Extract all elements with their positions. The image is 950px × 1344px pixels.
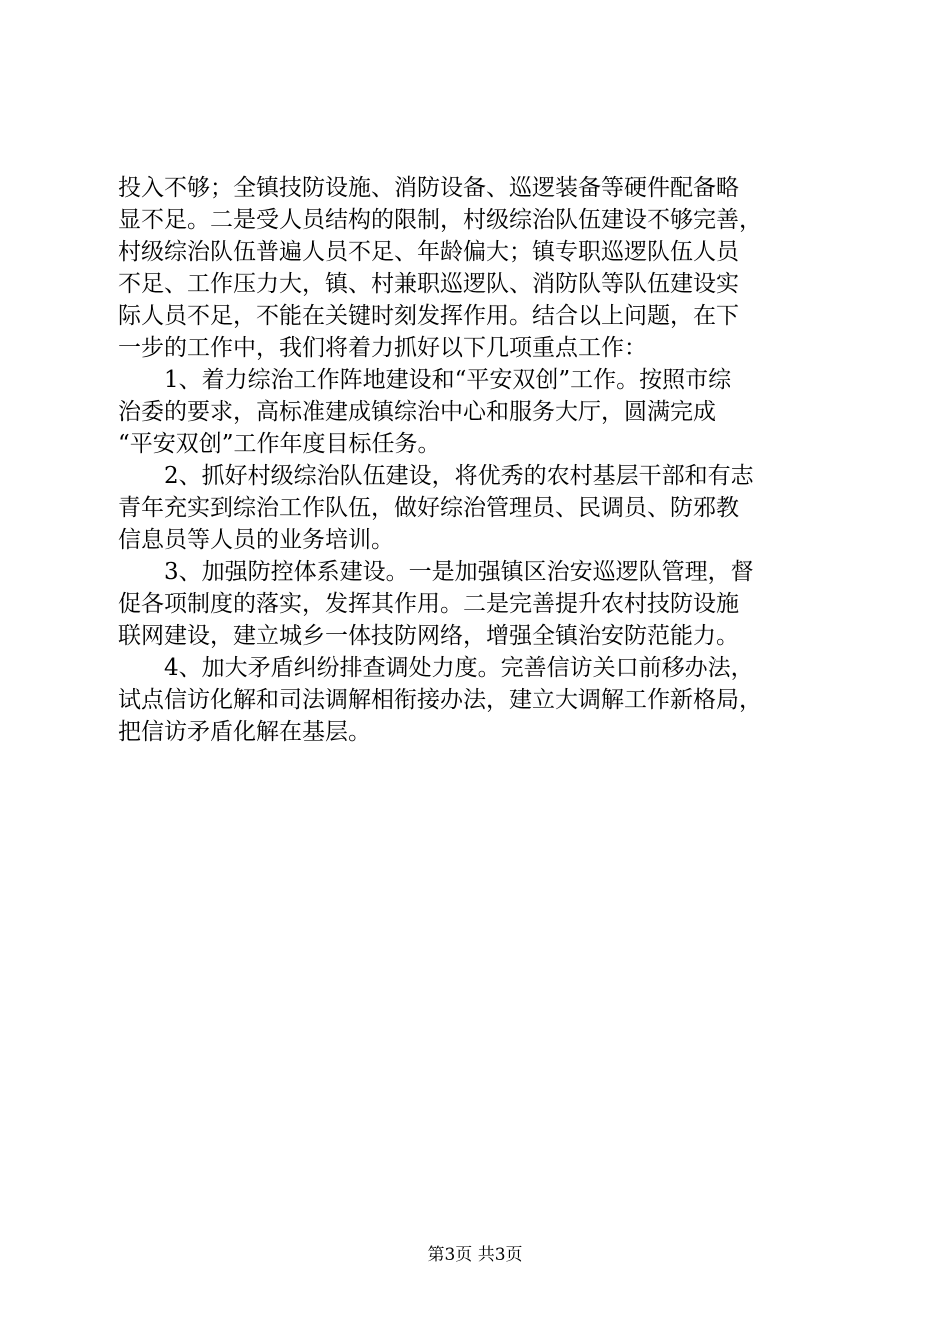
list-item-1-line: 1、着力综治工作阵地建设和“平安双创”工作。按照市综 (164, 367, 732, 393)
text-line: 信息员等人员的业务培训。 (118, 527, 394, 553)
list-item-2-line: 2、抓好村级综治队伍建设，将优秀的农村基层干部和有志 (164, 463, 754, 489)
text-line: 联网建设，建立城乡一体技防网络，增强全镇治安防范能力。 (118, 623, 739, 649)
list-item-4-line: 4、加大矛盾纠纷排查调处力度。完善信访关口前移办法， (164, 655, 754, 681)
page-number: 第3页 共3页 (427, 1245, 523, 1265)
text-line: 青年充实到综治工作队伍，做好综治管理员、民调员、防邪教 (118, 495, 739, 521)
text-line: 治委的要求，高标准建成镇综治中心和服务大厅，圆满完成 (118, 399, 716, 425)
text-line: 一步的工作中，我们将着力抓好以下几项重点工作： (118, 335, 647, 361)
text-line: 把信访矛盾化解在基层。 (118, 719, 371, 745)
text-line: 投入不够；全镇技防设施、消防设备、巡逻装备等硬件配备略 (118, 175, 739, 201)
list-item-3-line: 3、加强防控体系建设。一是加强镇区治安巡逻队管理，督 (164, 559, 754, 585)
text-line: “平安双创”工作年度目标任务。 (118, 431, 441, 457)
text-line: 际人员不足，不能在关键时刻发挥作用。结合以上问题，在下 (118, 303, 739, 329)
text-line: 村级综治队伍普遍人员不足、年龄偏大；镇专职巡逻队伍人员 (118, 239, 739, 265)
text-line: 试点信访化解和司法调解相衔接办法，建立大调解工作新格局， (118, 687, 762, 713)
text-line: 促各项制度的落实，发挥其作用。二是完善提升农村技防设施 (118, 591, 739, 617)
document-body (118, 172, 838, 748)
text-line: 显不足。二是受人员结构的限制，村级综治队伍建设不够完善， (118, 207, 762, 233)
text-line: 不足、工作压力大，镇、村兼职巡逻队、消防队等队伍建设实 (118, 271, 739, 297)
